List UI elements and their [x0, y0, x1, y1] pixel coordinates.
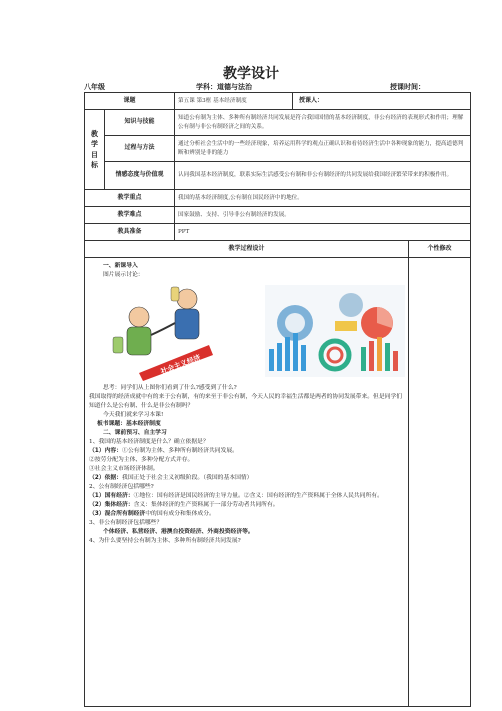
teacher-label: 授课人： — [293, 93, 471, 110]
doc-title: 教学设计 — [223, 66, 279, 82]
pic-intro: 图片展示讨论： — [103, 271, 144, 278]
answer-2a: （1）国有经济：①地位：国有经济是国民经济的主导力量。②含义：国有经济的生产资料属于全体人民共同所有。 — [89, 492, 383, 499]
image-area — [89, 283, 404, 381]
goal-attitude-text: 认同我国基本经济制度，联系实际生活感受公有制和非公有制经济的共同发展给我国经济繁荣带来的积极作用。 — [175, 162, 471, 190]
goal-method-text: 通过分析社会生活中的一些经济现象，培养运用科学的观点正确认识和看待经济生活中各种现象的能力，提高道德判断和辨别是非的能力 — [175, 136, 471, 162]
section-preview: 二、课前预习、自主学习 — [103, 429, 167, 436]
question-1: 1、我国的基本经济制度是什么？确立依据是？ — [89, 438, 209, 445]
answer-1d: （2）依据：我国正处于社会主义初级阶段。（我国的基本国情） — [89, 474, 253, 481]
cartoon-image — [109, 283, 219, 381]
cartoon-banner-text: 社会主义经济 — [159, 353, 202, 377]
board-title: 板书课题：基本经济制度 — [97, 420, 161, 427]
goal-knowledge-text: 知道公有制为主体、多种所有制经济共同发展是符合我国国情的基本经济制度，非公有经济的表现形式和作用；理解公有制与非公有制经济之间的关系。 — [175, 110, 471, 136]
answer-1a: （1）内容：①公有制为主体、多种所有制经济共同发展。 — [89, 447, 238, 454]
intro-paragraph-2: 今天我们就来学习本课! — [103, 411, 164, 418]
answer-1b: ②按劳分配为主体、多种分配方式并存。 — [89, 456, 194, 463]
infographic-image — [265, 285, 405, 377]
goal-attitude-label: 情感态度与价值观 — [105, 162, 175, 190]
section-intro: 一、新课导入 — [103, 263, 138, 269]
answer-3: 个体经济、私营经济、港澳台投资经济、外商投资经济等。 — [103, 528, 254, 535]
subject-label: 学科：道德与法治 — [196, 83, 252, 91]
intro-paragraph: 我国取得的经济成就中有的来于公有制，有的来至于非公有制，今天人民的幸福生活都是两者的协同发展带来。但是同学们知道什么是公有制、什么是非公有制吗？ — [89, 393, 403, 409]
question-2: 2、公有制经济包括哪些? — [89, 483, 154, 490]
key-label: 教学重点 — [85, 190, 175, 207]
personal-label: 个性修改 — [409, 241, 471, 258]
question-4: 4、为什么要坚持公有制为主体、多种所有制经济共同发展? — [89, 537, 241, 544]
goal-method-label: 过程与方法 — [105, 136, 175, 162]
grade-label: 八年级 — [84, 83, 105, 91]
lesson-plan-table — [84, 92, 471, 707]
tools-value: PPT — [175, 224, 471, 241]
process-label: 教学过程设计 — [85, 241, 409, 258]
personal-column — [409, 258, 471, 707]
key-value: 我国的基本经济制度,公有制在国民经济中的地位。 — [175, 190, 471, 207]
goal-knowledge-label: 知识与技能 — [105, 110, 175, 136]
answer-2c: （3）混合所有制经济中的国有成分和集体成分。 — [89, 510, 215, 517]
topic-value: 第五课 第3框 基本经济制度 — [175, 93, 293, 110]
answer-2b: （2）集体经济：含义：集体经济的生产资料属于一部分劳动者共同所有。 — [89, 501, 279, 508]
difficult-value: 国家鼓励、支持、引导非公有制经济的发展。 — [175, 207, 471, 224]
topic-label: 课题 — [85, 93, 175, 110]
question-3: 3、非公有制经济包括哪些？ — [89, 519, 163, 526]
tools-label: 教具准备 — [85, 224, 175, 241]
answer-1c: ③社会主义市场经济体制。 — [89, 465, 159, 472]
process-content — [85, 258, 409, 707]
difficult-label: 教学难点 — [85, 207, 175, 224]
time-label: 授课时间： — [390, 83, 425, 91]
goals-label: 教 学 目 标 — [85, 110, 105, 190]
think-question: 思考：同学们从上图你们看到了什么?感受到了什么? — [103, 384, 237, 391]
